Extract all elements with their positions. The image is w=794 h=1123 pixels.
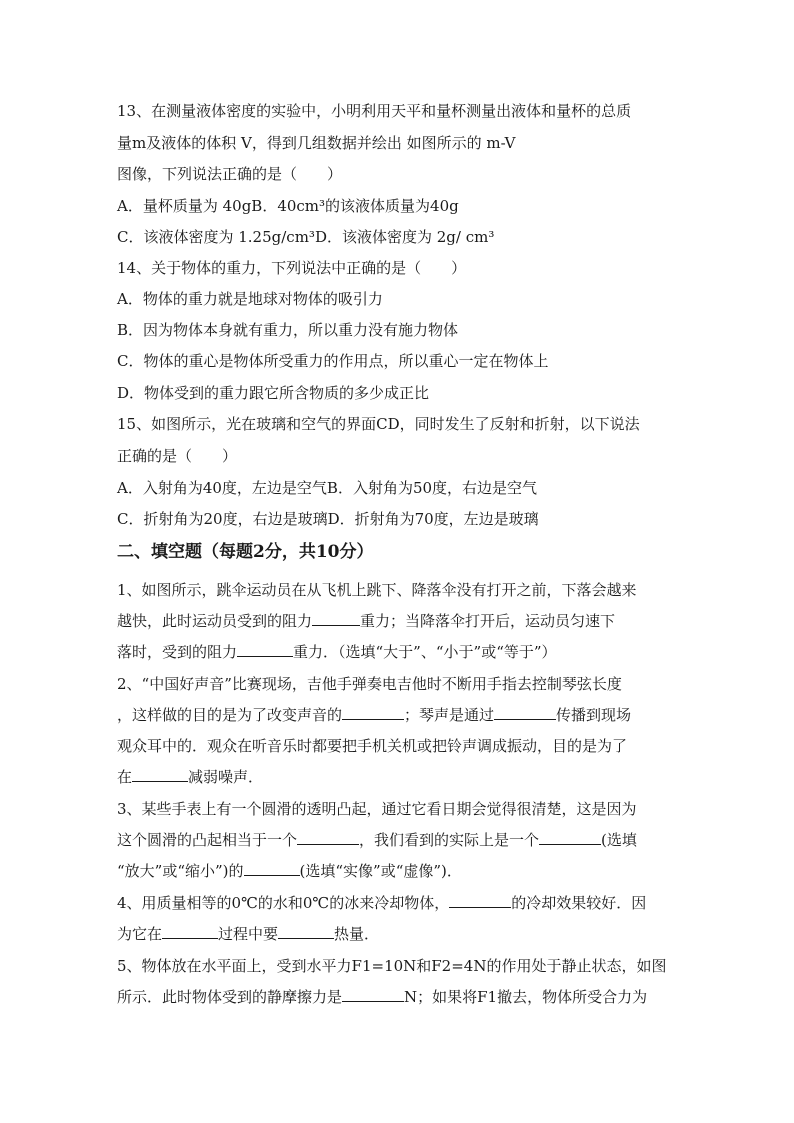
f3-line-2-text-b: ，我们看到的实际上是一个 [359,831,540,849]
q14-option-b: B．因为物体本身就有重力，所以重力没有施力物体 [117,321,459,339]
q13-options-ab: A．量杯质量为 40gB．40cm³的该液体质量为40g [117,197,459,215]
q15-options-ab: A．入射角为40度，左边是空气B．入射角为50度，右边是空气 [117,479,538,497]
answer-blank [297,830,359,845]
answer-blank [494,705,556,720]
answer-blank [237,642,293,657]
q14-option-a: A．物体的重力就是地球对物体的吸引力 [117,290,383,308]
f3-line-2 [117,830,637,850]
f1-line-3-text-a: 落时，受到的阻力 [117,643,238,661]
f4-line-2-text-c: 热量． [334,925,380,943]
q14-option-d: D．物体受到的重力跟它所含物质的多少成正比 [117,384,430,402]
answer-blank [342,987,404,1002]
f2-line-2-text-c: 传播到现场 [556,706,632,724]
f3-line-3 [117,861,462,881]
q15-stem-line-2: 正确的是（ ） [117,447,238,465]
f2-line-2 [117,705,631,725]
answer-blank [278,924,334,939]
f5-line-2 [117,987,647,1007]
f3-line-2-text-a: 这个圆滑的凸起相当于一个 [117,831,298,849]
f2-line-3: 观众耳中的．观众在听音乐时都要把手机关机或把铃声调成振动，目的是为了 [117,737,628,755]
f2-line-4-text-a: 在 [117,768,133,786]
f1-line-1: 1、如图所示，跳伞运动员在从飞机上跳下、降落伞没有打开之前，下落会越来 [117,581,637,599]
f2-line-2-text-b: ；琴声是通过 [404,706,495,724]
f4-line-1 [117,893,646,913]
f3-line-1: 3、某些手表上有一个圆滑的透明凸起，通过它看日期会觉得很清楚，这是因为 [117,800,637,818]
answer-blank [244,861,300,876]
f4-line-1-text-a: 4、用质量相等的0℃的水和0℃的冰来冷却物体， [117,894,450,912]
q13-stem-line-1: 13、在测量液体密度的实验中，小明利用天平和量杯测量出液体和量杯的总质 [117,102,632,120]
f1-line-3 [117,642,557,662]
q14-stem: 14、关于物体的重力，下列说法中正确的是（ ） [117,259,467,277]
q13-stem-line-3: 图像，下列说法正确的是（ ） [117,165,343,183]
answer-blank [162,924,218,939]
f4-line-2-text-b: 过程中要 [218,925,279,943]
q15-stem-line-1: 15、如图所示，光在玻璃和空气的界面CD，同时发生了反射和折射，以下说法 [117,415,640,433]
f5-line-2-text-a: 所示．此时物体受到的静摩擦力是 [117,988,343,1006]
f1-line-2-text-b: 重力；当降落伞打开后，运动员匀速下 [360,612,616,630]
q13-options-cd: C．该液体密度为 1.25g/cm³D．该液体密度为 2g/ cm³ [117,228,495,246]
q15-options-cd: C．折射角为20度，右边是玻璃D．折射角为70度，左边是玻璃 [117,510,539,528]
f3-line-3-text-a: “放大”或“缩小”)的 [117,862,244,880]
f5-line-2-text-b: N；如果将F1撤去，物体所受合力为 [404,988,648,1006]
answer-blank [342,705,404,720]
f2-line-4 [117,767,263,787]
q14-option-c: C．物体的重心是物体所受重力的作用点，所以重心一定在物体上 [117,352,549,370]
f1-line-3-text-b: 重力．（选填“大于”、“小于”或“等于”） [293,643,557,661]
q13-stem-line-2: 量m及液体的体积 V，得到几组数据并绘出 如图所示的 m-V [117,134,516,152]
f2-line-2-text-a: ，这样做的目的是为了改变声音的 [117,706,343,724]
f2-line-1: 2、“中国好声音”比赛现场，吉他手弹奏电吉他时不断用手指去控制琴弦长度 [117,675,622,693]
f4-line-2 [117,924,379,944]
answer-blank [449,893,511,908]
f1-line-2-text-a: 越快，此时运动员受到的阻力 [117,612,313,630]
answer-blank [312,611,360,626]
f4-line-1-text-b: 的冷却效果较好．因 [511,894,647,912]
f4-line-2-text-a: 为它在 [117,925,163,943]
f3-line-3-text-b: (选填“实像”或“虚像”)． [299,862,462,880]
answer-blank [539,830,601,845]
f5-line-1: 5、物体放在水平面上，受到水平力F1=10N和F2=4N的作用处于静止状态，如图 [117,957,667,975]
section-heading-fill-in: 二、填空题（每题2分，共10分） [117,542,374,562]
f2-line-4-text-b: 减弱噪声． [188,768,264,786]
f1-line-2 [117,611,615,631]
answer-blank [132,767,188,782]
f3-line-2-text-c: (选填 [601,831,637,849]
